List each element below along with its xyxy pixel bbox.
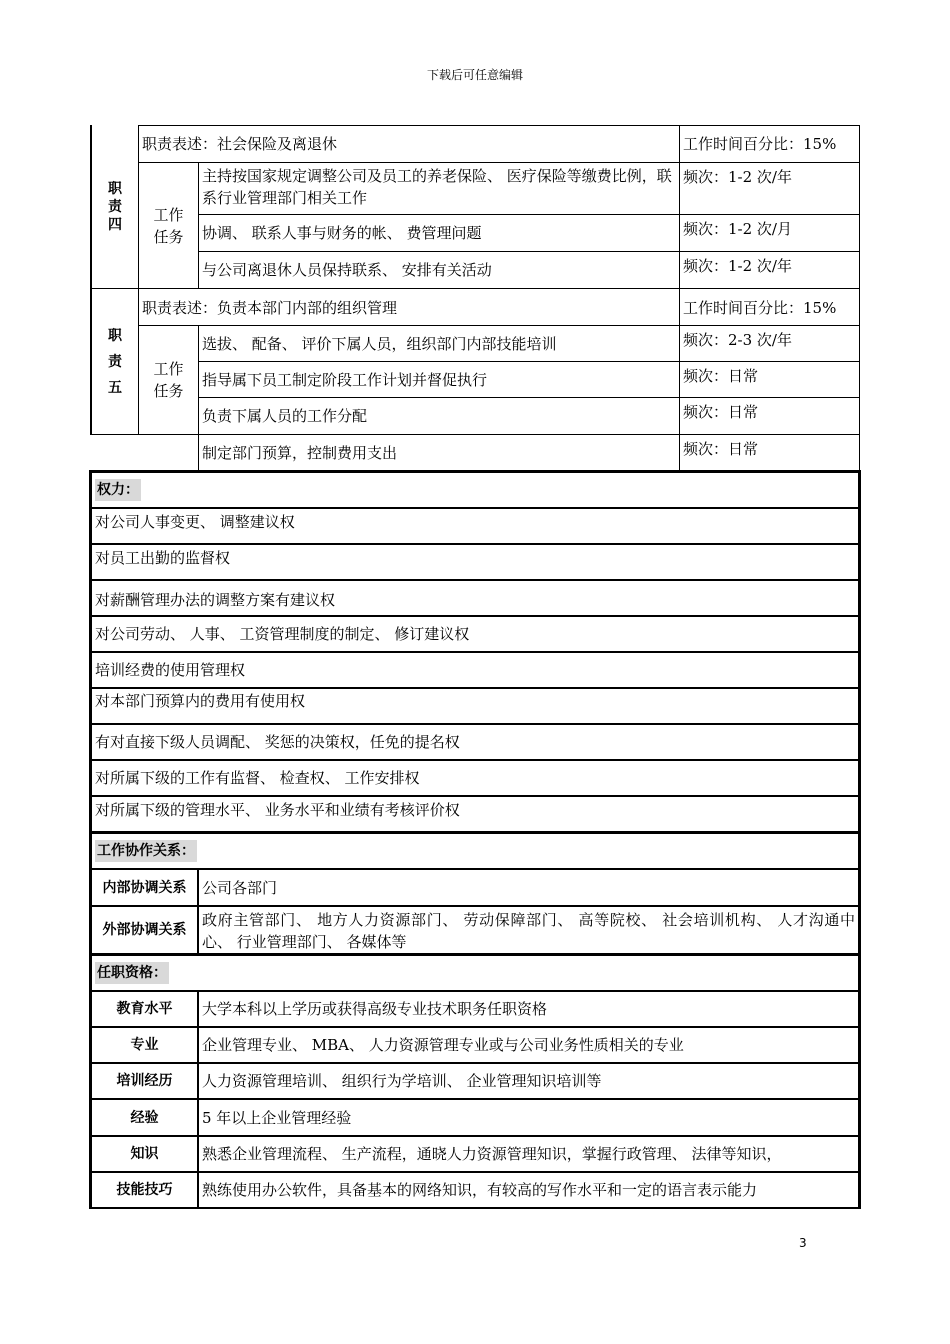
authority-item-6: 对本部门预算内的费用有使用权 <box>95 692 306 710</box>
qual-label-education: 教育水平 <box>116 1001 173 1017</box>
duty4-freq-1: 频次：1-2 次/年 <box>683 168 792 186</box>
duty5-freq-3: 频次：日常 <box>683 403 759 421</box>
page-number: 3 <box>799 1236 807 1250</box>
duty5-freq-2: 频次：日常 <box>683 367 759 385</box>
external-relations-value: 政府主管部门、 地方人力资源部门、 劳动保障部门、 高等院校、 社会培训机构、 人才沟通中心、 行业管理部门、 各媒体等 <box>202 911 855 951</box>
duty5-freq-1: 频次：2-3 次/年 <box>683 331 792 349</box>
duty5-description: 职责表述：负责本部门内部的组织管理 <box>142 298 398 317</box>
duty5-task-3: 负责下属人员的工作分配 <box>202 407 368 425</box>
duty4-time-pct: 工作时间百分比：15% <box>683 135 837 153</box>
external-relations-label: 外部协调关系 <box>102 922 187 938</box>
duty4-description: 职责表述：社会保险及离退休 <box>142 135 338 153</box>
authority-item-1: 对公司人事变更、 调整建议权 <box>95 513 295 531</box>
duty4-task-label: 工作 任务 <box>153 205 184 246</box>
qual-value-experience: 5 年以上企业管理经验 <box>202 1108 352 1127</box>
qual-label-skills: 技能技巧 <box>116 1182 173 1198</box>
internal-relations-value: 公司各部门 <box>202 878 278 897</box>
internal-relations-label: 内部协调关系 <box>102 879 187 896</box>
qual-value-skills: 熟练使用办公软件，具备基本的网络知识，有较高的写作水平和一定的语言表示能力 <box>202 1181 758 1199</box>
qual-label-major: 专业 <box>130 1037 159 1053</box>
duty5-label: 职 责 五 <box>108 328 122 396</box>
qual-label-knowledge: 知识 <box>130 1146 159 1162</box>
qual-value-major: 企业管理专业、 MBA、 人力资源管理专业或与公司业务性质相关的专业 <box>202 1036 684 1054</box>
duty4-task-1: 主持按国家规定调整公司及员工的养老保险、 医疗保险等缴费比例，联系行业管理部门相关工作 <box>202 167 672 207</box>
qual-value-education: 大学本科以上学历或获得高级专业技术职务任职资格 <box>202 1000 548 1018</box>
authority-item-4: 对公司劳动、 人事、 工资管理制度的制定、 修订建议权 <box>95 625 470 643</box>
duty4-freq-2: 频次：1-2 次/月 <box>683 220 792 238</box>
duty5-task-1: 选拔、 配备、 评价下属人员，组织部门内部技能培训 <box>202 334 557 353</box>
duty4-freq-3: 频次：1-2 次/年 <box>683 257 792 275</box>
authority-item-5: 培训经费的使用管理权 <box>95 661 246 679</box>
authority-item-9: 对所属下级的管理水平、 业务水平和业绩有考核评价权 <box>95 801 460 819</box>
qual-label-training: 培训经历 <box>116 1073 173 1089</box>
authority-item-8: 对所属下级的工作有监督、 检查权、 工作安排权 <box>95 769 420 787</box>
qual-value-training: 人力资源管理培训、 组织行为学培训、 企业管理知识培训等 <box>202 1072 602 1090</box>
duty4-task-2: 协调、 联系人事与财务的帐、 费管理问题 <box>202 224 482 242</box>
authority-item-7: 有对直接下级人员调配、 奖惩的决策权，任免的提名权 <box>95 732 460 751</box>
duty5-task-2: 指导属下员工制定阶段工作计划并督促执行 <box>202 370 488 389</box>
duty5-task-label: 工作 任务 <box>153 360 184 400</box>
duty5-freq-4: 频次：日常 <box>683 440 759 458</box>
authority-item-3: 对薪酬管理办法的调整方案有建议权 <box>95 590 336 609</box>
duty5-task-4: 制定部门预算，控制费用支出 <box>202 444 398 462</box>
qual-label-experience: 经验 <box>130 1109 159 1126</box>
qualifications-title: 任职资格： <box>92 956 858 990</box>
duty4-task-3: 与公司离退休人员保持联系、 安排有关活动 <box>202 261 492 279</box>
qual-value-knowledge: 熟悉企业管理流程、 生产流程，通晓人力资源管理知识，掌握行政管理、 法律等知识， <box>202 1145 782 1163</box>
relations-title: 工作协作关系： <box>92 834 858 868</box>
duty5-time-pct: 工作时间百分比：15% <box>683 298 837 317</box>
authority-item-2: 对员工出勤的监督权 <box>95 549 231 567</box>
authority-title: 权力： <box>92 473 858 507</box>
page-header: 下载后可任意编辑 <box>426 68 523 82</box>
duty4-label: 职 责 四 <box>108 181 122 233</box>
